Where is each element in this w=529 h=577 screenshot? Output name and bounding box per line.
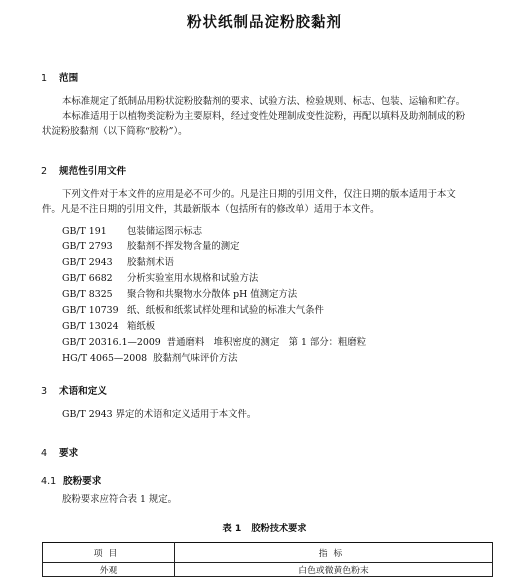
section-number: 1 [41, 73, 48, 84]
reference-code: GB/T 6682 [62, 273, 113, 284]
reference-code: GB/T 8325 [62, 289, 113, 300]
section-title: 胶粉要求 [63, 476, 102, 487]
table-cell-item: 外观 [43, 563, 175, 577]
reference-item [62, 286, 297, 300]
section-title: 术语和定义 [59, 386, 107, 397]
table-cell-indicator: 白色或微黄色粉末 [175, 563, 493, 577]
table-number: 表 1 [222, 523, 242, 534]
table-caption [0, 520, 529, 534]
reference-item [62, 238, 240, 252]
paragraph: 本标准适用于以植物类淀粉为主要原料，经过变性处理制成变性淀粉，再配以填料及助剂制成的粉 [62, 111, 466, 122]
section-heading-requirements [41, 445, 78, 459]
section-heading-normative-references [41, 163, 126, 177]
reference-item [62, 223, 202, 237]
reference-name: 箱纸板 [127, 321, 156, 332]
table-title: 胶粉技术要求 [251, 523, 307, 534]
reference-code: GB/T 2943 [62, 257, 113, 268]
reference-code: GB/T 20316.1—2009 [62, 337, 161, 348]
paragraph: 胶粉要求应符合表 1 规定。 [62, 494, 178, 505]
reference-name: 聚合物和共聚物水分散体 pH 值测定方法 [127, 289, 298, 300]
paragraph: 下列文件对于本文件的应用是必不可少的。凡是注日期的引用文件，仅注日期的版本适用于本文 [62, 189, 456, 200]
reference-code: GB/T 2793 [62, 241, 113, 252]
reference-name: 胶黏剂不挥发物含量的测定 [127, 241, 240, 252]
column-header-item: 项目 [43, 543, 175, 563]
reference-name: 纸、纸板和纸浆试样处理和试验的标准大气条件 [127, 305, 324, 316]
column-header-indicator: 指标 [175, 543, 493, 563]
section-number: 3 [41, 386, 48, 397]
paragraph: GB/T 2943 界定的术语和定义适用于本文件。 [62, 409, 257, 420]
technical-requirements-table [42, 542, 493, 577]
reference-name: 包装储运图示标志 [127, 226, 203, 237]
reference-item [62, 270, 258, 284]
paragraph: 本标准规定了纸制品用粉状淀粉胶黏剂的要求、试验方法、检验规则、标志、包装、运输和贮存。 [62, 96, 466, 107]
reference-code: HG/T 4065—2008 [62, 353, 148, 364]
table-header-row [43, 543, 493, 563]
section-title: 要求 [59, 448, 79, 459]
table-row [43, 563, 493, 577]
reference-item [62, 302, 324, 316]
reference-name: 普通磨料 堆积密度的测定 第 1 部分：粗磨粒 [166, 337, 367, 348]
reference-code: GB/T 13024 [62, 321, 119, 332]
section-heading-scope [41, 70, 78, 84]
section-title: 范围 [59, 73, 79, 84]
section-number: 2 [41, 166, 48, 177]
paragraph: 状淀粉胶黏剂（以下简称“胶粉”）。 [42, 126, 188, 137]
reference-item [62, 318, 155, 332]
section-title: 规范性引用文件 [59, 166, 127, 177]
paragraph: 件。凡是不注日期的引用文件，其最新版本（包括所有的修改单）适用于本文件。 [42, 204, 380, 215]
reference-name: 胶黏剂术语 [127, 257, 174, 268]
reference-item [62, 254, 174, 268]
document-title: 粉状纸制品淀粉胶黏剂 [187, 15, 342, 31]
reference-name: 胶黏剂气味评价方法 [153, 353, 238, 364]
section-number: 4.1 [41, 476, 57, 487]
section-number: 4 [41, 448, 48, 459]
reference-code: GB/T 191 [62, 226, 107, 237]
subsection-heading-powder-requirements [41, 473, 101, 487]
reference-item [62, 334, 366, 348]
section-heading-terms-and-definitions [41, 383, 107, 397]
reference-name: 分析实验室用水规格和试验方法 [127, 273, 259, 284]
reference-code: GB/T 10739 [62, 305, 119, 316]
reference-item [62, 350, 238, 364]
